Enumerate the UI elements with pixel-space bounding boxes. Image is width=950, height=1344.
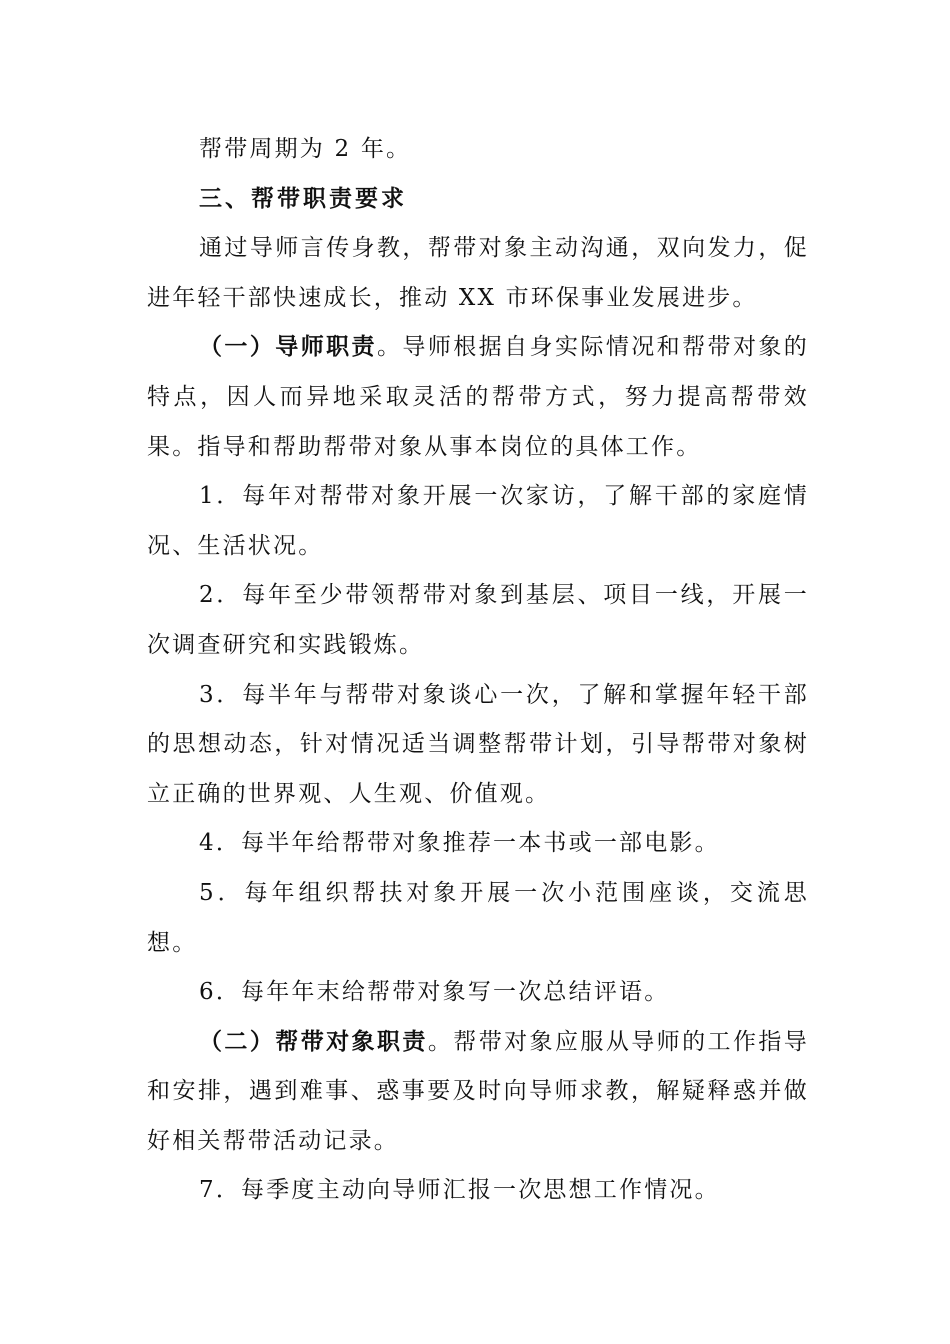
list-item: 2．每年至少带领帮带对象到基层、项目一线，开展一次调查研究和实践锻炼。 <box>147 582 809 658</box>
mentor-duties-heading: （一）导师职责 <box>199 334 377 361</box>
paragraph-cycle: 帮带周期为 2 年。 <box>199 136 412 162</box>
list-item: 6．每年年末给帮带对象写一次总结评语。 <box>199 979 670 1006</box>
mentee-duties-heading: （二）帮带对象职责 <box>199 1028 428 1055</box>
list-item: 7．每季度主动向导师汇报一次思想工作情况。 <box>199 1177 720 1204</box>
list-item: 4．每半年给帮带对象推荐一本书或一部电影。 <box>199 830 720 857</box>
list-item: 1．每年对帮带对象开展一次家访，了解干部的家庭情况、生活状况。 <box>147 483 809 559</box>
paragraph-mentor-duties <box>147 323 809 472</box>
paragraph-intro: 通过导师言传身教，帮带对象主动沟通，双向发力，促进年轻干部快速成长，推动 XX 市环保事业发展进步。 <box>147 235 809 311</box>
mentor-duties-text: 。导师根据自身实际情况和帮带对象的特点，因人而异地采取灵活的帮带方式，努力提高帮带效果。指导和帮助帮带对象从事本岗位的具体工作。 <box>147 334 809 460</box>
section-heading: 三、帮带职责要求 <box>199 185 407 212</box>
paragraph-mentee-duties <box>147 1018 809 1167</box>
list-item: 5．每年组织帮扶对象开展一次小范围座谈，交流思想。 <box>147 879 809 956</box>
mentee-duties-text: 。帮带对象应服从导师的工作指导和安排，遇到难事、惑事要及时向导师求教，解疑释惑并做好相关帮带活动记录。 <box>147 1028 810 1154</box>
document-body <box>147 125 809 1216</box>
list-item: 3．每半年与帮带对象谈心一次，了解和掌握年轻干部的思想动态，针对情况适当调整帮带计划，引导帮带对象树立正确的世界观、人生观、价值观。 <box>147 681 809 807</box>
